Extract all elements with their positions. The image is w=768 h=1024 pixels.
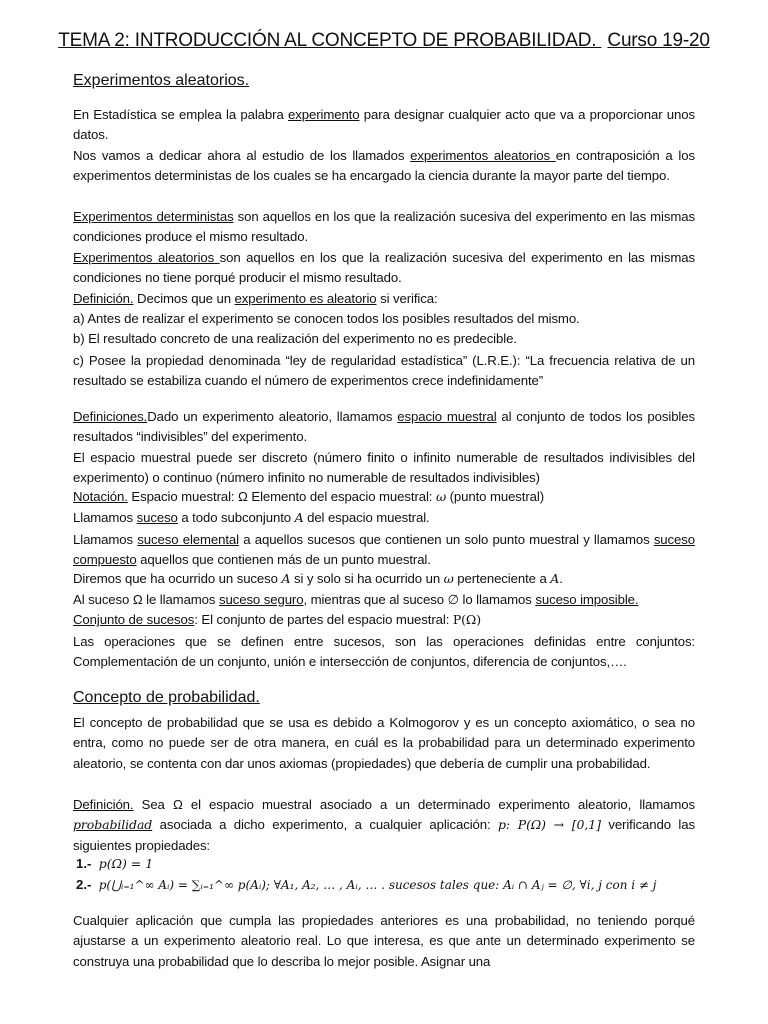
- section-heading-probabilidad: Concepto de probabilidad.: [73, 689, 260, 706]
- page-title: [0, 30, 768, 52]
- paragraph-definicion-probabilidad: Definición. Sea Ω el espacio muestral asociado a un determinado experimento aleatorio, llamamos probabilidad asociada a dicho experimento, a cualquier aplicación: p: P(Ω) → [0,1] verificando las siguientes propiedades:: [73, 797, 695, 853]
- definition-line: Definición. Decimos que un experimento es aleatorio si verifica:: [73, 291, 438, 306]
- title-course: Curso 19-20: [607, 30, 710, 51]
- paragraph-suceso-elemental: Llamamos suceso elemental a aquellos sucesos que contienen un solo punto muestral y llamamos suceso compuesto aquellos que contienen más de un punto muestral.: [73, 532, 695, 568]
- title-main: TEMA 2: INTRODUCCIÓN AL CONCEPTO DE PROBABILIDAD.: [58, 30, 602, 51]
- section-heading-experimentos: Experimentos aleatorios.: [73, 72, 250, 89]
- suceso-line: Llamamos suceso a todo subconjunto A del espacio muestral.: [73, 510, 430, 525]
- paragraph-discreto-continuo: El espacio muestral puede ser discreto (número finito o infinito numerable de resultados indivisibles del experimento) o continuo (número infinito no numerable de resultados indivisibles): [73, 450, 695, 486]
- paragraph-deterministas: Experimentos deterministas son aquellos en los que la realización sucesiva del experimento en las mismas condiciones produce el mismo resultado.: [73, 209, 695, 245]
- paragraph-espacio-muestral: Definiciones.Dado un experimento aleatorio, llamamos espacio muestral al conjunto de todos los posibles resultados “indivisibles” del experimento.: [73, 409, 695, 445]
- paragraph-cualquier-aplicacion: Cualquier aplicación que cumpla las propiedades anteriores es una probabilidad, no teniendo porqué ajustarse a un experimento aleatorio real. Lo que interesa, es que ante un determinado experimento se construya una probabilidad que lo describa lo mejor posible. Asignar una: [73, 913, 695, 969]
- ocurrido-line: Diremos que ha ocurrido un suceso A si y solo si ha ocurrido un ω perteneciente a A.: [73, 571, 563, 586]
- paragraph-kolmogorov: El concepto de probabilidad que se usa es debido a Kolmogorov y es un concepto axiomático, o sea no entra, como no puede ser de otra manera, en cuál es la probabilidad para un determinado experimento aleatorio, se contenta con dar unos axiomas (propiedades) que debería de cumplir una probabilidad.: [73, 715, 695, 771]
- condition-c: c) Posee la propiedad denominada “ley de regularidad estadística” (L.R.E.): “La frecuencia relativa de un resultado se estabiliza cuando el número de experimentos crece indefinidamente”: [73, 353, 695, 389]
- conjunto-sucesos-line: Conjunto de sucesos: El conjunto de partes del espacio muestral: P(Ω): [73, 612, 481, 627]
- property-2: 2.- p(⋃ᵢ₌₁^∞ Aᵢ) = ∑ᵢ₌₁^∞ p(Aᵢ); ∀A₁, A₂, … , Aᵢ, … . sucesos tales que: Aᵢ ∩ Aⱼ = ∅, ∀i, j con i ≠ j: [76, 877, 657, 892]
- paragraph-operaciones: Las operaciones que se definen entre sucesos, son las operaciones definidas entre conjuntos: Complementación de un conjunto, unión e intersección de conjuntos, diferencia de conjuntos,….: [73, 634, 695, 670]
- paragraph-aleatorios-def: Experimentos aleatorios son aquellos en los que la realización sucesiva del experimento en las mismas condiciones no tiene porqué producir el mismo resultado.: [73, 250, 695, 286]
- property-1: 1.- p(Ω) = 1: [76, 856, 154, 871]
- condition-b: b) El resultado concreto de una realización del experimento no es predecible.: [73, 331, 517, 346]
- paragraph-aleatorios-intro: Nos vamos a dedicar ahora al estudio de los llamados experimentos aleatorios en contraposición a los experimentos deterministas de los cuales se ha encargado la ciencia durante la mayor parte del tiempo.: [73, 148, 695, 184]
- paragraph-experimento: En Estadística se emplea la palabra experimento para designar cualquier acto que va a proporcionar unos datos.: [73, 107, 695, 143]
- notation-line: Notación. Espacio muestral: Ω Elemento del espacio muestral: ω (punto muestral): [73, 489, 545, 504]
- condition-a: a) Antes de realizar el experimento se conocen todos los posibles resultados del mismo.: [73, 311, 580, 326]
- suceso-seguro-line: Al suceso Ω le llamamos suceso seguro, mientras que al suceso ∅ lo llamamos suceso imposible.: [73, 592, 639, 607]
